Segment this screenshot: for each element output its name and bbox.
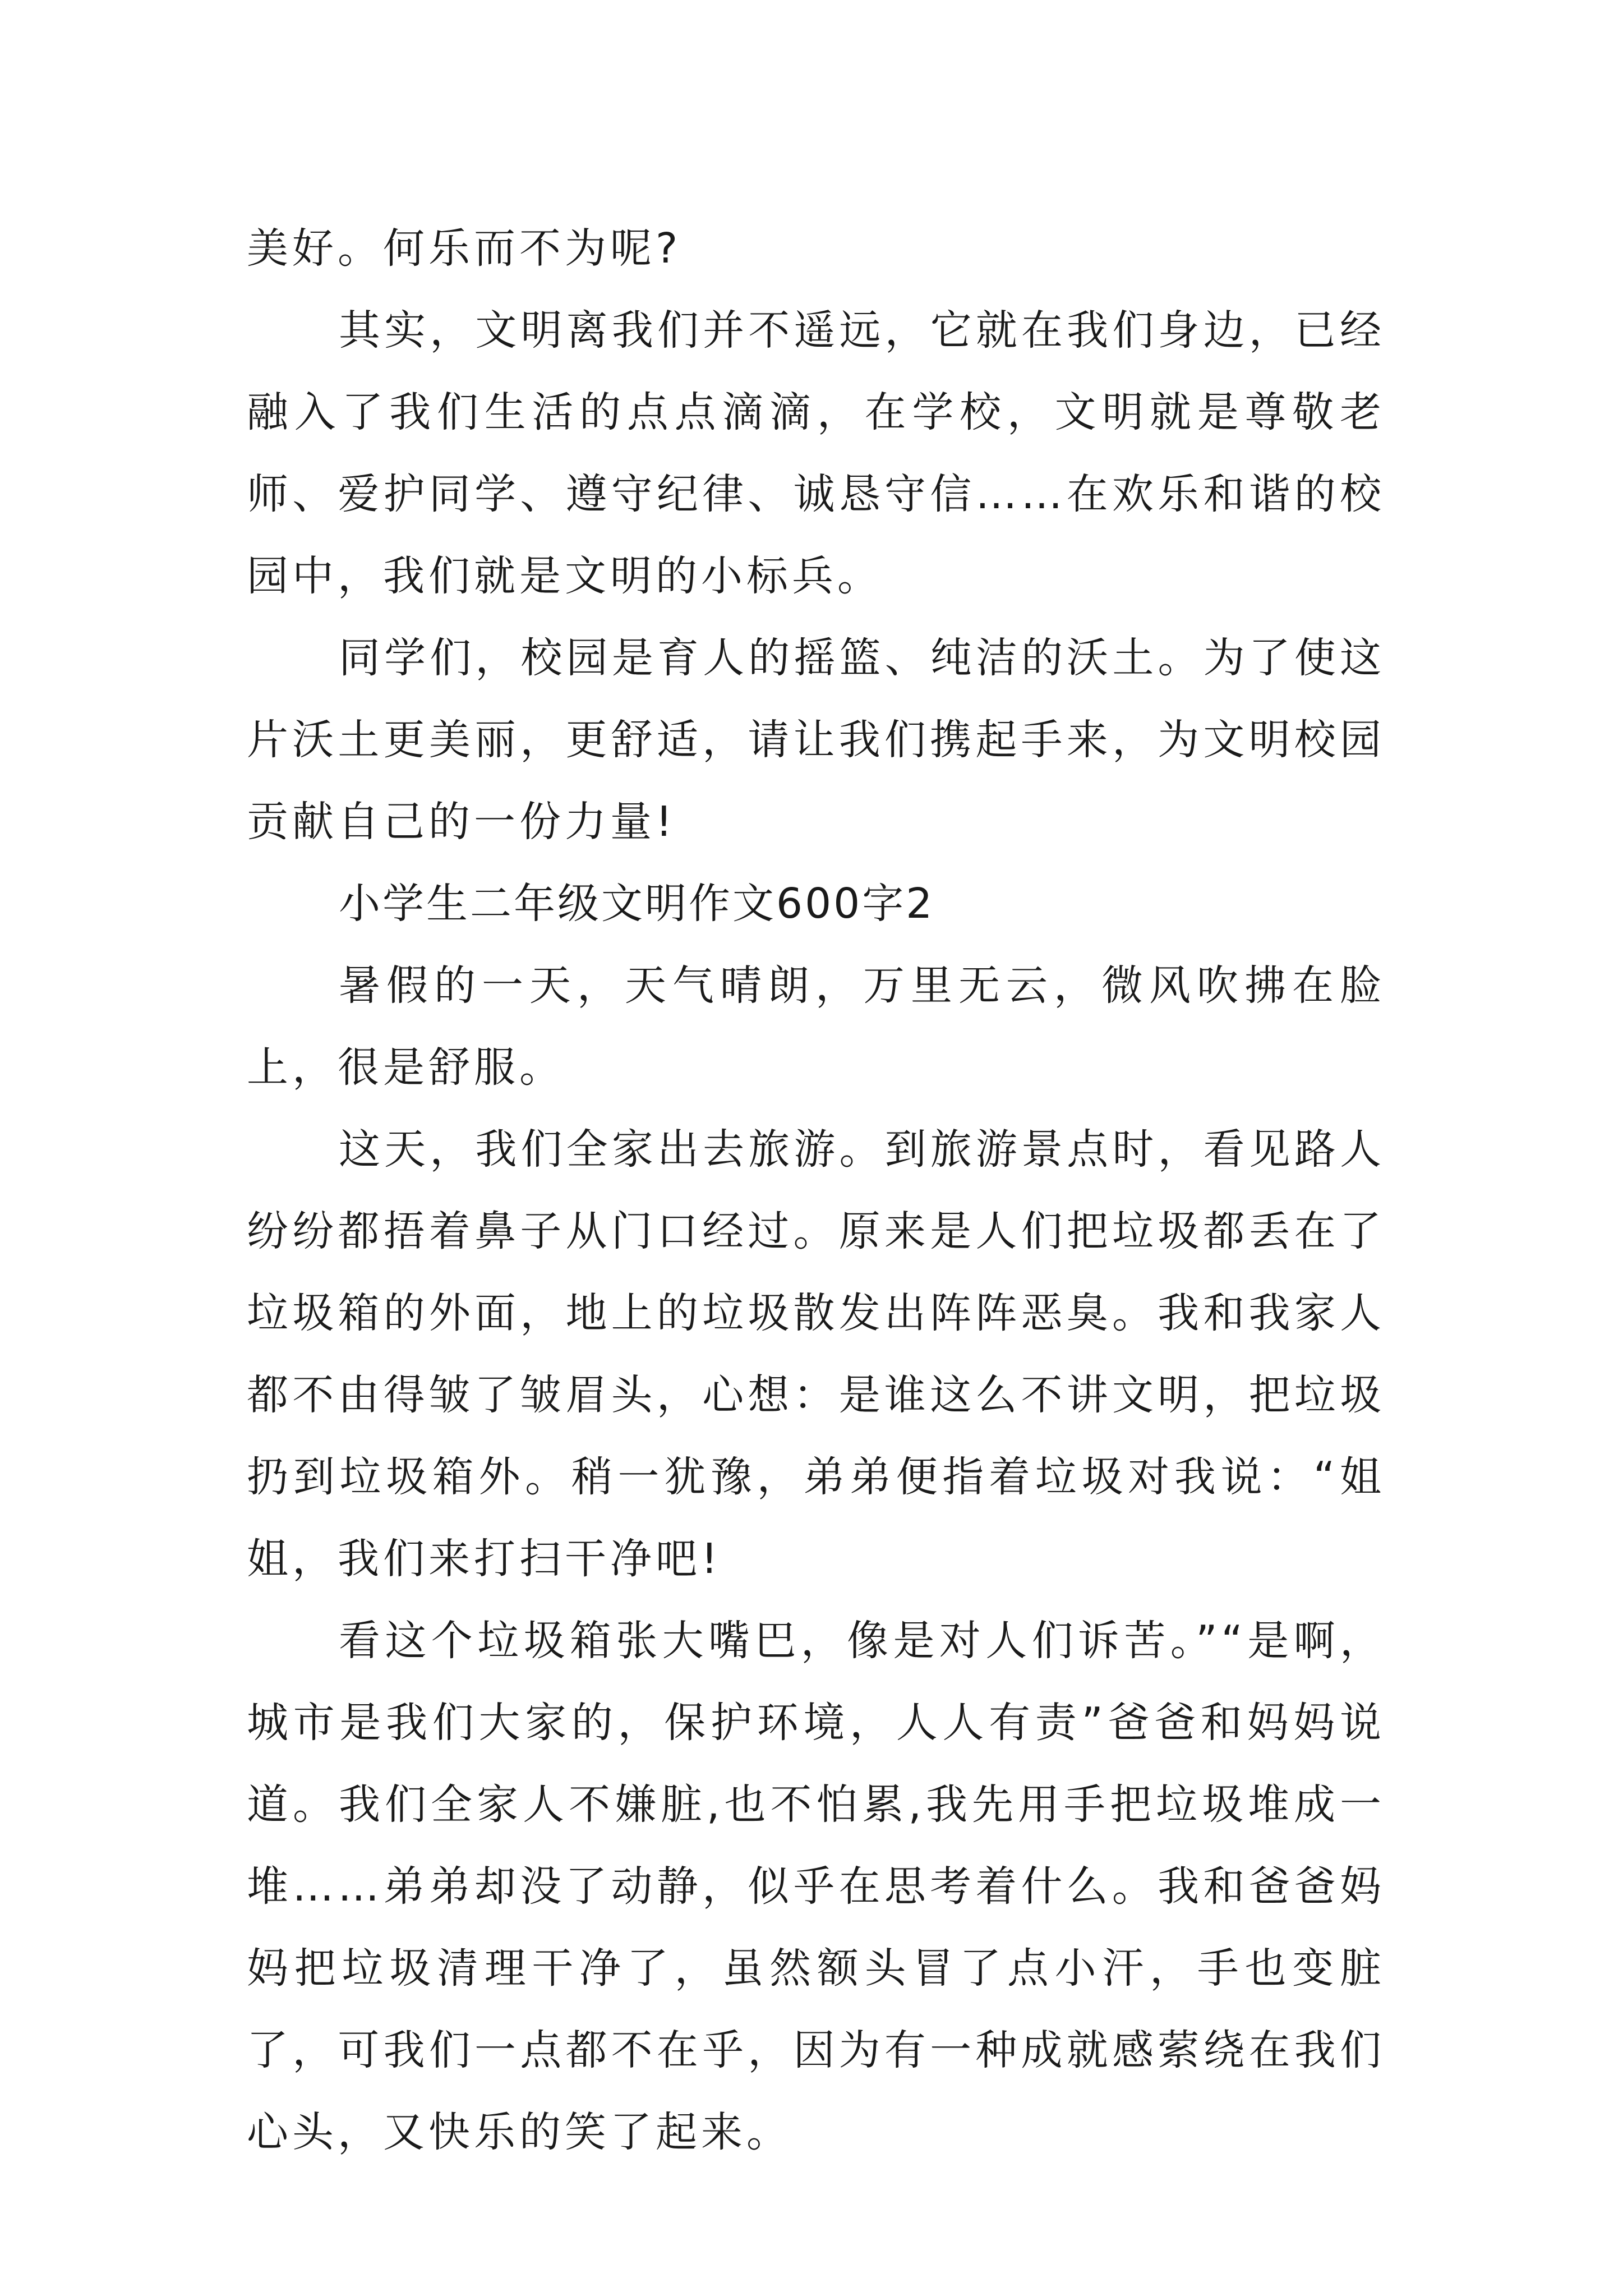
paragraph-campus-call: 同学们，校园是育人的摇篮、纯洁的沃土。为了使这片沃土更美丽，更舒适，请让我们携起手来，为文明校园贡献自己的一份力量! <box>247 634 1385 846</box>
document-body <box>247 208 1385 2173</box>
paragraph-continuation: 美好。何乐而不为呢? <box>247 224 682 273</box>
essay-heading: 小学生二年级文明作文600字2 <box>339 880 935 928</box>
paragraph-family-trip: 这天，我们全家出去旅游。到旅游景点时，看见路人纷纷都捂着鼻子从门口经过。原来是人们把垃圾都丢在了垃圾箱的外面，地上的垃圾散发出阵阵恶臭。我和我家人都不由得皱了皱眉头，心想：是谁这么不讲文明，把垃圾扔到垃圾箱外。稍一犹豫，弟弟便指着垃圾对我说：“姐姐，我们来打扫干净吧! <box>247 1125 1385 1583</box>
paragraph-summer-day: 暑假的一天，天气晴朗，万里无云，微风吹拂在脸上，很是舒服。 <box>247 961 1385 1092</box>
paragraph-civilization-nearby: 其实，文明离我们并不遥远，它就在我们身边，已经融入了我们生活的点点滴滴，在学校，文明就是尊敬老师、爱护同学、遵守纪律、诚恳守信……在欢乐和谐的校园中，我们就是文明的小标兵。 <box>247 306 1385 600</box>
paragraph-cleanup: 看这个垃圾箱张大嘴巴，像是对人们诉苦。”“是啊，城市是我们大家的，保护环境，人人有责”爸爸和妈妈说道。我们全家人不嫌脏,也不怕累,我先用手把垃圾堆成一堆……弟弟却没了动静，似乎在思考着什么。我和爸爸妈妈把垃圾清理干净了，虽然额头冒了点小汗，手也变脏了，可我们一点都不在乎，因为有一种成就感萦绕在我们心头，又快乐的笑了起来。 <box>247 1617 1385 2156</box>
